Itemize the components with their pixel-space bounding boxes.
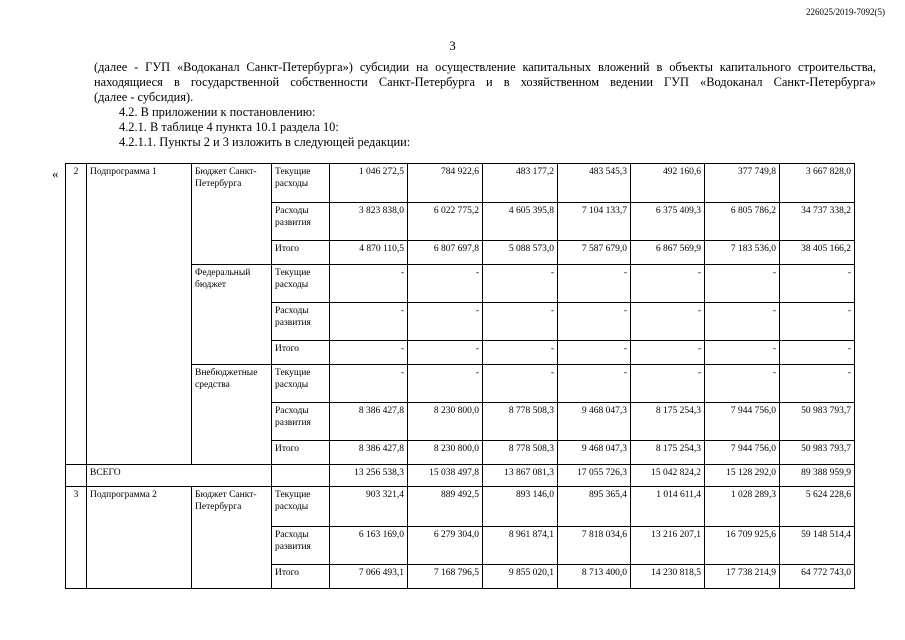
value-cell: 8 713 400,0 <box>558 565 631 589</box>
page-number: 3 <box>449 38 456 53</box>
value-cell: - <box>780 341 855 365</box>
value-cell: - <box>780 265 855 303</box>
value-cell: 50 983 793,7 <box>780 403 855 441</box>
value-cell: - <box>631 365 705 403</box>
item-4-2: 4.2. В приложении к постановлению: <box>119 105 316 119</box>
value-cell: 377 749,8 <box>705 164 780 203</box>
funding-source: Федеральный бюджет <box>192 265 272 365</box>
value-cell: 15 128 292,0 <box>705 465 780 487</box>
expense-type: Итого <box>272 441 330 465</box>
budget-table <box>65 163 855 589</box>
value-cell: 492 160,6 <box>631 164 705 203</box>
value-cell: 34 737 338,2 <box>780 203 855 241</box>
table-row <box>66 487 855 527</box>
value-cell: - <box>780 303 855 341</box>
value-cell: 8 175 254,3 <box>631 441 705 465</box>
value-cell: 1 028 289,3 <box>705 487 780 527</box>
value-cell: 7 183 536,0 <box>705 241 780 265</box>
value-cell: 8 386 427,8 <box>330 403 408 441</box>
table-row <box>66 164 855 203</box>
value-cell: - <box>705 341 780 365</box>
expense-type: Текущие расходы <box>272 365 330 403</box>
expense-type: Расходы развития <box>272 403 330 441</box>
value-cell: - <box>780 365 855 403</box>
expense-type: Итого <box>272 241 330 265</box>
empty-cell <box>272 465 330 487</box>
paragraph-line: находящиеся в государственной собственности Санкт-Петербурга и в хозяйственном ведении ГУП «Водоканал Санкт-Петербурга» <box>94 75 876 89</box>
item-4-2-1: 4.2.1. В таблице 4 пункта 10.1 раздела 10: <box>119 120 339 134</box>
expense-type: Расходы развития <box>272 203 330 241</box>
program-name: Подпрограмма 2 <box>87 487 192 589</box>
value-cell: 7 066 493,1 <box>330 565 408 589</box>
value-cell: 903 321,4 <box>330 487 408 527</box>
value-cell: - <box>408 265 483 303</box>
value-cell: - <box>483 265 558 303</box>
value-cell: 6 022 775,2 <box>408 203 483 241</box>
value-cell: 17 738 214,9 <box>705 565 780 589</box>
value-cell: 6 163 169,0 <box>330 527 408 565</box>
value-cell: 16 709 925,6 <box>705 527 780 565</box>
value-cell: 15 042 824,2 <box>631 465 705 487</box>
program-name: Подпрограмма 1 <box>87 164 192 465</box>
total-label: ВСЕГО <box>87 465 272 487</box>
value-cell: - <box>558 265 631 303</box>
paragraph-line: (далее - ГУП «Водоканал Санкт-Петербурга») субсидии на осуществление капитальных вложений в объекты капитального строительства, <box>94 60 876 74</box>
value-cell: - <box>705 365 780 403</box>
value-cell: 5 624 228,6 <box>780 487 855 527</box>
expense-type: Текущие расходы <box>272 164 330 203</box>
value-cell: 6 805 786,2 <box>705 203 780 241</box>
funding-source: Внебюджетные средства <box>192 365 272 465</box>
value-cell: 8 175 254,3 <box>631 403 705 441</box>
value-cell: 17 055 726,3 <box>558 465 631 487</box>
value-cell: 7 818 034,6 <box>558 527 631 565</box>
value-cell: 889 492,5 <box>408 487 483 527</box>
value-cell: 4 870 110,5 <box>330 241 408 265</box>
paragraph-line: (далее - субсидия). <box>94 90 194 104</box>
document-id: 226025/2019-7092(5) <box>806 7 885 17</box>
value-cell: 7 104 133,7 <box>558 203 631 241</box>
value-cell: - <box>330 303 408 341</box>
value-cell: 7 587 679,0 <box>558 241 631 265</box>
expense-type: Расходы развития <box>272 527 330 565</box>
intro-paragraph <box>94 60 876 105</box>
value-cell: 8 230 800,0 <box>408 441 483 465</box>
table-row-total <box>66 465 855 487</box>
value-cell: 3 667 828,0 <box>780 164 855 203</box>
value-cell: 59 148 514,4 <box>780 527 855 565</box>
value-cell: - <box>330 265 408 303</box>
value-cell: - <box>558 303 631 341</box>
value-cell: - <box>631 341 705 365</box>
value-cell: 13 867 081,3 <box>483 465 558 487</box>
value-cell: 7 168 796,5 <box>408 565 483 589</box>
value-cell: - <box>483 341 558 365</box>
value-cell: 8 230 800,0 <box>408 403 483 441</box>
value-cell: 9 468 047,3 <box>558 441 631 465</box>
value-cell: 64 772 743,0 <box>780 565 855 589</box>
value-cell: 8 386 427,8 <box>330 441 408 465</box>
value-cell: 9 468 047,3 <box>558 403 631 441</box>
expense-type: Расходы развития <box>272 303 330 341</box>
item-4-2-1-1: 4.2.1.1. Пункты 2 и 3 изложить в следующей редакции: <box>119 135 411 149</box>
row-number: 3 <box>66 487 87 589</box>
value-cell: 13 256 538,3 <box>330 465 408 487</box>
value-cell: - <box>483 303 558 341</box>
value-cell: 784 922,6 <box>408 164 483 203</box>
value-cell: 483 545,3 <box>558 164 631 203</box>
value-cell: 4 605 395,8 <box>483 203 558 241</box>
value-cell: - <box>408 365 483 403</box>
value-cell: 8 778 508,3 <box>483 403 558 441</box>
value-cell: 50 983 793,7 <box>780 441 855 465</box>
value-cell: - <box>558 341 631 365</box>
row-number: 2 <box>66 164 87 465</box>
value-cell: 6 375 409,3 <box>631 203 705 241</box>
empty-cell <box>66 465 87 487</box>
value-cell: 13 216 207,1 <box>631 527 705 565</box>
value-cell: 895 365,4 <box>558 487 631 527</box>
value-cell: 5 088 573,0 <box>483 241 558 265</box>
value-cell: 3 823 838,0 <box>330 203 408 241</box>
value-cell: - <box>408 303 483 341</box>
value-cell: 1 046 272,5 <box>330 164 408 203</box>
value-cell: 6 867 569,9 <box>631 241 705 265</box>
expense-type: Текущие расходы <box>272 265 330 303</box>
expense-type: Итого <box>272 565 330 589</box>
expense-type: Итого <box>272 341 330 365</box>
value-cell: - <box>705 303 780 341</box>
value-cell: 8 961 874,1 <box>483 527 558 565</box>
value-cell: - <box>483 365 558 403</box>
value-cell: 483 177,2 <box>483 164 558 203</box>
value-cell: 89 388 959,9 <box>780 465 855 487</box>
expense-type: Текущие расходы <box>272 487 330 527</box>
value-cell: 893 146,0 <box>483 487 558 527</box>
value-cell: 6 807 697,8 <box>408 241 483 265</box>
value-cell: 38 405 166,2 <box>780 241 855 265</box>
value-cell: 14 230 818,5 <box>631 565 705 589</box>
value-cell: - <box>408 341 483 365</box>
value-cell: - <box>631 265 705 303</box>
value-cell: 8 778 508,3 <box>483 441 558 465</box>
value-cell: - <box>705 265 780 303</box>
funding-source: Бюджет Санкт-Петербурга <box>192 164 272 265</box>
value-cell: - <box>558 365 631 403</box>
value-cell: 6 279 304,0 <box>408 527 483 565</box>
opening-quote: « <box>52 166 59 181</box>
value-cell: - <box>330 341 408 365</box>
value-cell: 9 855 020,1 <box>483 565 558 589</box>
value-cell: - <box>330 365 408 403</box>
value-cell: 7 944 756,0 <box>705 441 780 465</box>
value-cell: 7 944 756,0 <box>705 403 780 441</box>
funding-source: Бюджет Санкт-Петербурга <box>192 487 272 589</box>
value-cell: 1 014 611,4 <box>631 487 705 527</box>
value-cell: 15 038 497,8 <box>408 465 483 487</box>
value-cell: - <box>631 303 705 341</box>
